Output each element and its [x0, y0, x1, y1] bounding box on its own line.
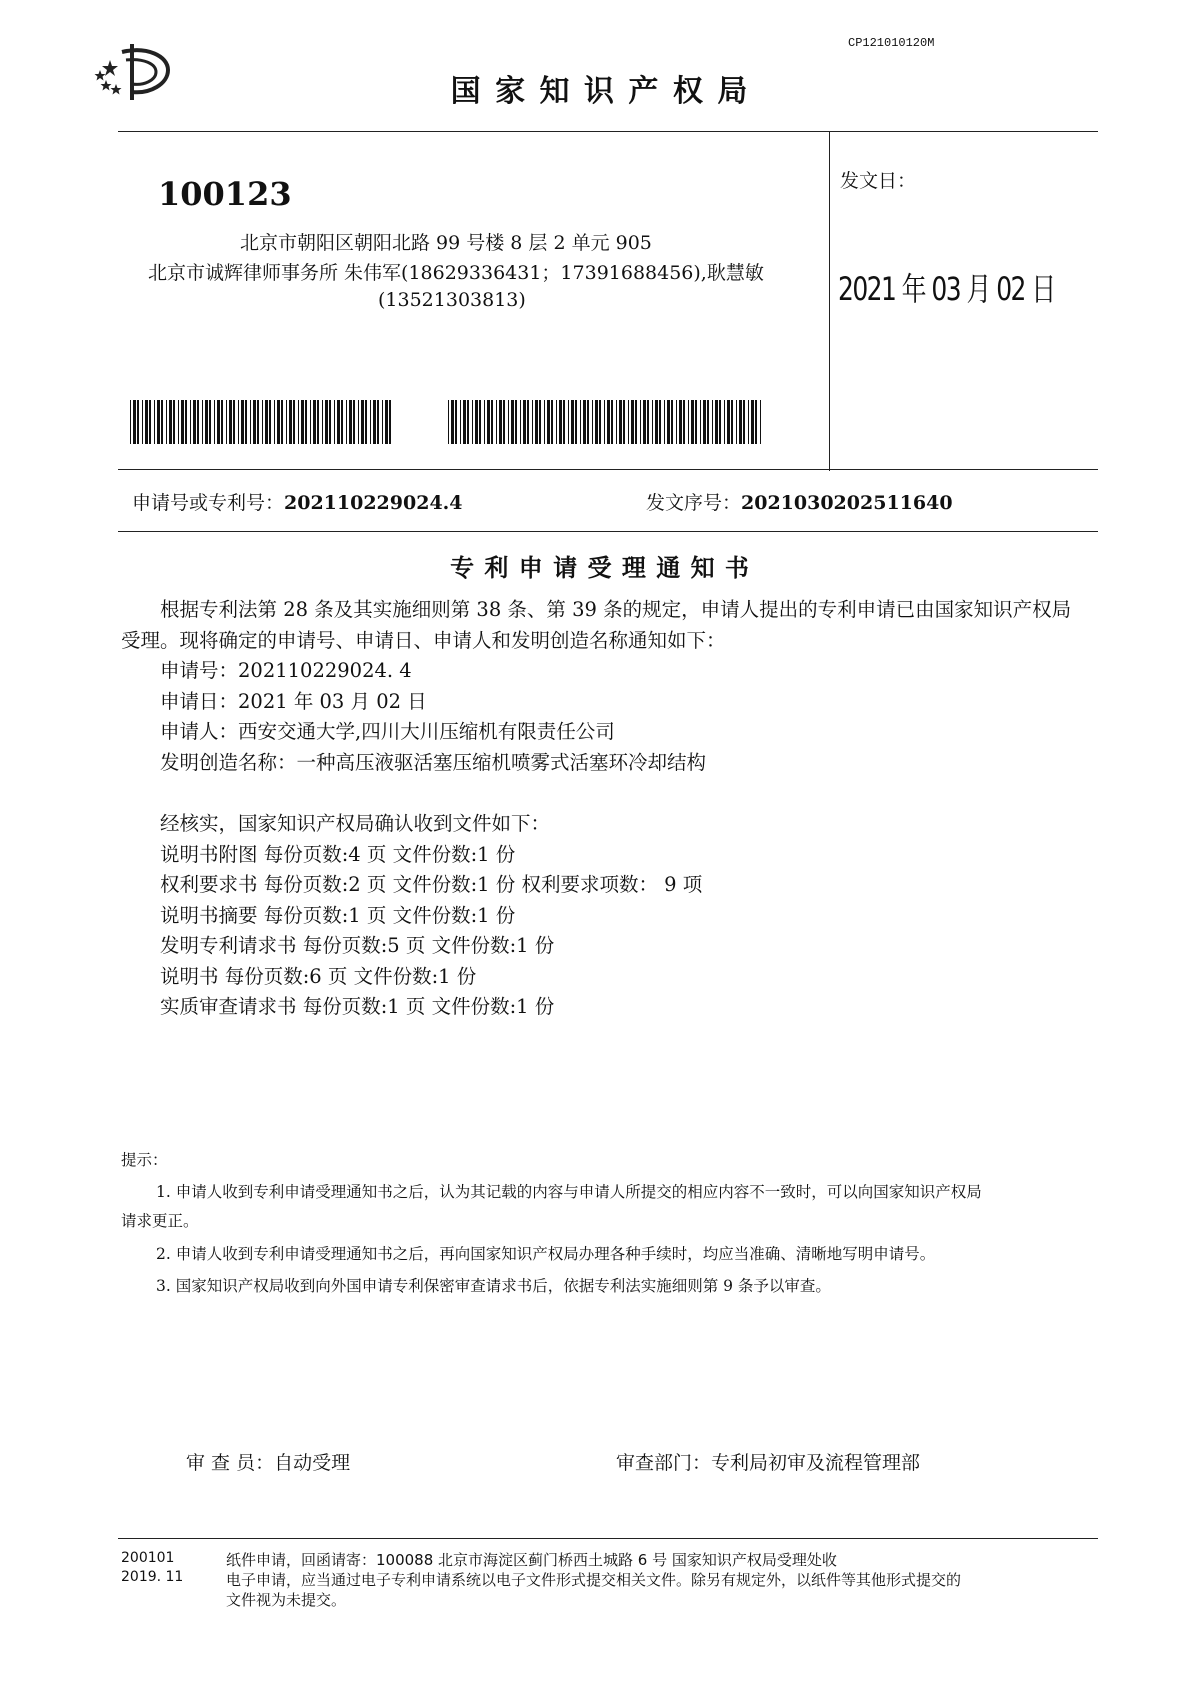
file-item: 说明书附图 每份页数:4 页 文件份数:1 份: [160, 843, 516, 866]
recipient-address: 北京市朝阳区朝阳北路 99 号楼 8 层 2 单元 905: [240, 232, 652, 254]
barcode-bar: [635, 400, 637, 444]
barcode-bar: [149, 400, 151, 444]
barcode-bar: [286, 400, 287, 444]
barcode-bar: [173, 400, 175, 444]
barcode-bar: [676, 400, 677, 444]
barcode-bar: [313, 400, 316, 444]
barcode-bar: [451, 400, 454, 444]
barcode-bar: [238, 400, 239, 444]
intro-line-1: 根据专利法第 28 条及其实施细则第 38 条、第 39 条的规定，申请人提出的专利申请已由国家知识产权局: [160, 598, 1072, 621]
barcode-bar: [535, 400, 538, 444]
barcode-bar: [559, 400, 562, 444]
ref-top-rule: [118, 469, 1098, 470]
barcode-bar: [739, 400, 742, 444]
barcode-bar: [631, 400, 634, 444]
app-no-label: [132, 488, 463, 515]
agency-title: 国 家 知 识 产 权 局: [450, 74, 750, 109]
footer-rule: [118, 1538, 1098, 1539]
barcode-bar: [337, 400, 340, 444]
barcode-bar: [233, 400, 235, 444]
barcode-bar: [724, 400, 725, 444]
barcode-bar: [484, 400, 485, 444]
file-item: 权利要求书 每份页数:2 页 文件份数:1 份 权利要求项数： 9 项: [160, 873, 703, 896]
barcode-bar: [604, 400, 605, 444]
barcode-bar: [365, 400, 367, 444]
barcode-right: [448, 400, 763, 444]
barcode-bar: [491, 400, 493, 444]
barcode-bar: [185, 400, 187, 444]
barcode-bar: [358, 400, 359, 444]
barcode-bar: [703, 400, 706, 444]
barcode-bar: [448, 400, 449, 444]
barcode-bar: [389, 400, 391, 444]
barcode-bar: [619, 400, 622, 444]
barcode-bar: [563, 400, 565, 444]
barcode-bar: [289, 400, 292, 444]
postcode: 100123: [158, 175, 292, 213]
issue-date: 2021 年 03 月 02 日: [838, 270, 1055, 308]
barcode-bar: [551, 400, 553, 444]
barcode-bar: [671, 400, 673, 444]
barcode-bar: [499, 400, 502, 444]
barcode-bar: [377, 400, 379, 444]
barcode-bar: [508, 400, 509, 444]
barcode-bar: [197, 400, 199, 444]
tips-heading: 提示：: [121, 1151, 168, 1169]
barcode-bar: [305, 400, 307, 444]
barcode-bar: [652, 400, 653, 444]
barcode-bar: [241, 400, 244, 444]
tip-1-line-b: 请求更正。: [121, 1212, 199, 1230]
recipient-firm: 北京市诚辉律师事务所 朱伟军(18629336431；17391688456),耿慧敏: [148, 262, 764, 284]
barcode-bar: [257, 400, 259, 444]
app-date-line: 申请日：2021 年 03 月 02 日: [160, 690, 427, 713]
file-item: 说明书 每份页数:6 页 文件份数:1 份: [160, 965, 477, 988]
doc-code: CP121010120M: [848, 36, 935, 50]
barcode-bar: [274, 400, 275, 444]
barcode-bar: [193, 400, 196, 444]
barcode-bar: [695, 400, 697, 444]
intro-line-2: 受理。现将确定的申请号、申请日、申请人和发明创造名称通知如下：: [121, 629, 726, 652]
barcode-bar: [487, 400, 490, 444]
barcode-bar: [157, 400, 160, 444]
barcode-bar: [475, 400, 478, 444]
issue-date-label: 发文日：: [840, 170, 917, 192]
barcode-bar: [317, 400, 319, 444]
barcode-bar: [373, 400, 376, 444]
barcode-bar: [599, 400, 601, 444]
barcode-bar: [595, 400, 598, 444]
barcode-bar: [520, 400, 521, 444]
examiner: 审 查 员：自动受理: [186, 1452, 351, 1474]
footer-line-3: 文件视为未提交。: [226, 1591, 347, 1609]
footer-code-1: 200101: [121, 1550, 175, 1566]
barcode-bar: [205, 400, 208, 444]
barcode-bar: [607, 400, 610, 444]
barcode-bar: [154, 400, 155, 444]
barcode-bar: [743, 400, 745, 444]
footer-code-2: 2019. 11: [121, 1569, 184, 1585]
barcode-bar: [731, 400, 733, 444]
serial-label-text: 发文序号：: [646, 492, 742, 514]
barcode-bar: [643, 400, 646, 444]
barcode-bar: [202, 400, 203, 444]
barcode-bar: [269, 400, 271, 444]
barcode-bar: [298, 400, 299, 444]
barcode-bar: [712, 400, 713, 444]
barcode-bar: [544, 400, 545, 444]
barcode-bar: [659, 400, 661, 444]
barcode-bar: [281, 400, 283, 444]
recipient-phone: (13521303813): [378, 289, 526, 311]
footer-line-1: 纸件申请，回函请寄：100088 北京市海淀区蓟门桥西土城路 6 号 国家知识产权局受理处收: [226, 1551, 837, 1569]
barcode-bar: [301, 400, 304, 444]
app-no-label-text: 申请号或专利号：: [132, 492, 285, 514]
barcode-bar: [539, 400, 541, 444]
barcode-left: [130, 400, 392, 444]
barcode-bar: [751, 400, 754, 444]
barcode-bar: [503, 400, 505, 444]
barcode-bar: [214, 400, 215, 444]
barcode-bar: [647, 400, 649, 444]
barcode-bar: [523, 400, 526, 444]
barcode-bar: [341, 400, 343, 444]
barcode-bar: [293, 400, 295, 444]
barcode-bar: [575, 400, 577, 444]
barcode-bar: [245, 400, 247, 444]
barcode-bar: [217, 400, 220, 444]
barcode-bar: [515, 400, 517, 444]
barcode-bar: [655, 400, 658, 444]
barcode-bar: [715, 400, 718, 444]
barcode-bar: [568, 400, 569, 444]
barcode-bar: [250, 400, 251, 444]
barcode-bar: [664, 400, 665, 444]
barcode-bar: [353, 400, 355, 444]
barcode-bar: [532, 400, 533, 444]
barcode-bar: [640, 400, 641, 444]
barcode-bar: [277, 400, 280, 444]
file-item: 实质审查请求书 每份页数:1 页 文件份数:1 份: [160, 995, 555, 1018]
barcode-bar: [145, 400, 148, 444]
barcode-bar: [463, 400, 466, 444]
barcode-bar: [209, 400, 211, 444]
barcode-bar: [700, 400, 701, 444]
serial-value: 2021030202511640: [741, 492, 953, 514]
header-rule: [118, 131, 1098, 132]
barcode-bar: [455, 400, 457, 444]
department: 审查部门：专利局初审及流程管理部: [616, 1452, 921, 1474]
barcode-bar: [472, 400, 473, 444]
barcode-bar: [334, 400, 335, 444]
barcode-bar: [616, 400, 617, 444]
barcode-bar: [592, 400, 593, 444]
barcode-bar: [142, 400, 143, 444]
barcode-bar: [385, 400, 388, 444]
barcode-bar: [137, 400, 139, 444]
barcode-bar: [166, 400, 167, 444]
barcode-bar: [511, 400, 514, 444]
app-number-line: 申请号：202110229024. 4: [160, 659, 412, 682]
barcode-bar: [547, 400, 550, 444]
barcode-bar: [361, 400, 364, 444]
barcode-bar: [587, 400, 589, 444]
barcode-bar: [623, 400, 625, 444]
barcode-bar: [253, 400, 256, 444]
file-item: 发明专利请求书 每份页数:5 页 文件份数:1 份: [160, 934, 555, 957]
barcode-bar: [556, 400, 557, 444]
barcode-bar: [760, 400, 761, 444]
barcode-bar: [190, 400, 191, 444]
barcode-bar: [329, 400, 331, 444]
tip-1-line-a: 1. 申请人收到专利申请受理通知书之后，认为其记载的内容与申请人所提交的相应内容不一致时，可以向国家知识产权局: [156, 1183, 982, 1201]
barcode-bar: [265, 400, 268, 444]
barcode-bar: [611, 400, 613, 444]
barcode-bar: [229, 400, 232, 444]
barcode-bar: [736, 400, 737, 444]
barcode-bar: [382, 400, 383, 444]
barcode-bar: [310, 400, 311, 444]
barcode-bar: [479, 400, 481, 444]
barcode-bar: [346, 400, 347, 444]
notice-title: 专 利 申 请 受 理 通 知 书: [450, 554, 750, 582]
footer-line-2: 电子申请，应当通过电子专利申请系统以电子文件形式提交相关文件。除另有规定外，以纸件等其他形式提交的: [226, 1571, 962, 1589]
file-item: 说明书摘要 每份页数:1 页 文件份数:1 份: [160, 904, 516, 927]
barcode-bar: [322, 400, 323, 444]
barcode-bar: [130, 400, 131, 444]
barcode-bar: [628, 400, 629, 444]
barcode-bar: [580, 400, 581, 444]
barcode-bar: [370, 400, 371, 444]
barcode-bar: [161, 400, 163, 444]
barcode-bar: [527, 400, 529, 444]
tip-2: 2. 申请人收到专利申请受理通知书之后，再向国家知识产权局办理各种手续时，均应当准确、清晰地写明申请号。: [156, 1245, 936, 1263]
date-column-rule: [829, 131, 830, 471]
barcode-bar: [691, 400, 694, 444]
barcode-bar: [181, 400, 184, 444]
barcode-bar: [133, 400, 136, 444]
barcode-bar: [460, 400, 461, 444]
barcode-bar: [349, 400, 352, 444]
barcode-bar: [571, 400, 574, 444]
barcode-bar: [719, 400, 721, 444]
invention-line: 发明创造名称：一种高压液驱活塞压缩机喷雾式活塞环冷却结构: [160, 751, 707, 774]
ref-bottom-rule: [118, 531, 1098, 532]
barcode-bar: [467, 400, 469, 444]
app-no-value: 202110229024.4: [284, 492, 463, 514]
barcode-bar: [178, 400, 179, 444]
barcode-bar: [667, 400, 670, 444]
barcode-bar: [707, 400, 709, 444]
barcode-bar: [727, 400, 730, 444]
barcode-bar: [679, 400, 682, 444]
barcode-bar: [688, 400, 689, 444]
tip-3: 3. 国家知识产权局收到向外国申请专利保密审查请求书后，依据专利法实施细则第 9 条予以审查。: [156, 1277, 831, 1295]
barcode-bar: [262, 400, 263, 444]
barcode-bar: [748, 400, 749, 444]
barcode-bar: [683, 400, 685, 444]
files-heading: 经核实，国家知识产权局确认收到文件如下：: [160, 812, 551, 835]
barcode-bar: [755, 400, 757, 444]
barcode-bar: [169, 400, 172, 444]
barcode-bar: [325, 400, 328, 444]
barcode-bar: [496, 400, 497, 444]
barcode-bar: [221, 400, 223, 444]
applicant-line: 申请人：西安交通大学,四川大川压缩机有限责任公司: [160, 720, 615, 743]
barcode-bar: [226, 400, 227, 444]
serial-label: [646, 488, 953, 515]
barcode-bar: [583, 400, 586, 444]
